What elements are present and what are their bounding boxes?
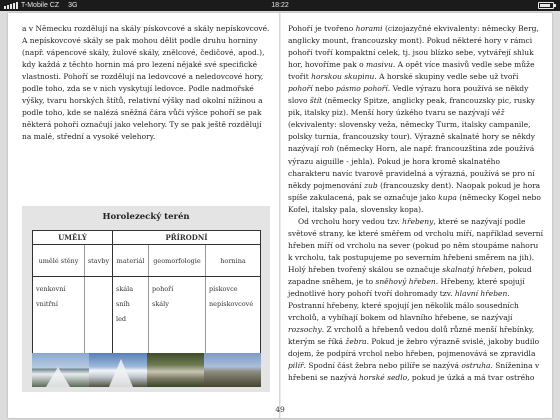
text-run: nebo bbox=[312, 84, 337, 94]
table-cell: vnitřní bbox=[36, 300, 58, 308]
text-run: (francouzsky dent). Naopak pokud je hora spíše zakulacená, pak se označuje jako bbox=[288, 180, 541, 202]
term: sněhový hřeben bbox=[375, 276, 436, 286]
table-cell-column bbox=[85, 277, 113, 353]
column-header: umělé stěny bbox=[33, 245, 85, 276]
table-cell: pískovce bbox=[209, 285, 238, 293]
table-column-header bbox=[33, 245, 260, 277]
text-run: (ekvivalenty: slovensky veža, německy Turm, italsky campanile, polsky turnia, francouzsky tour). Výrazně skalnaté hory se někdy nazývají bbox=[288, 120, 535, 154]
text-run: Pohoří je tvořeno bbox=[288, 24, 356, 33]
text-run: (německy Spitze, anglicky peak, francouzsky pic, rusky pik, italsky piz). Menší hory úzkého tvaru se nazývají bbox=[288, 96, 535, 118]
left-paragraph: a v Německu rozdělují na skály pískovcové a skály nepískovcové. A nepískovcové skály se pak mohou dělit podle druhu horniny (např. vápencové skály, žulové skály, znělcové, čedičové, apod.), kdy každá z těchto hornin má pro lezení nějaké své specifické vlastnosti. Pohoří se rozdělují na ledovcové a neledovcové hory, podle toho, zda se v nich vyskytují ledovce. Podle nadmořské výšky, tvaru horských štítů, relativní výšky nad okolní nížinou a podle toho, kde se nalézá sněžná čára vůči výšce pohoří se pak některá pohoří označují jako velehory. Ty se pak ještě rozdělují na malé, střední a vysoké velehory. bbox=[22, 24, 270, 142]
column-header: hornina bbox=[220, 256, 246, 265]
table-cell: led bbox=[116, 315, 127, 323]
table-cell: venkovní bbox=[36, 285, 66, 293]
right-paragraph-1 bbox=[288, 23, 544, 216]
photo-snow-peaks bbox=[89, 353, 146, 387]
text-run: . Pokud je žebro výrazně svislé, jakoby budilo dojem, že podpírá vrchol nebo hřeben, pojmenovává se zpravidla bbox=[288, 337, 540, 359]
term: kupa bbox=[438, 192, 457, 202]
text-run: . Sníženina v hřebeni se nazývá bbox=[288, 361, 540, 383]
term: pilíř bbox=[288, 361, 304, 371]
text-run: . Hřebeny, které spojují jednotlivé hory pohoří tvoří dohromady tzv. bbox=[288, 276, 525, 299]
table-cell: nepískovcové bbox=[209, 300, 254, 308]
infobox-title: Horolezecký terén bbox=[102, 212, 190, 222]
right-column bbox=[288, 23, 544, 384]
text-run: , které se nazývají podle světové strany, ke které směřem od vrcholu míří, například severní hřeben míří od vrcholu na sever (pokud po něm stoupáme nahoru k vrcholu, tak postupujeme po severním hřebeni směrem na jih). Holý hřeben tvořený skálou se označuje bbox=[288, 216, 543, 274]
text-run: . A opět více masivů vedle sebe může tvořit bbox=[288, 60, 535, 82]
text-run: (německy Horn, ale např. francouzština zde používá výrazu aiguille - jehla). Pokud je hora kromě skalnatého charakteru navíc tvarově pravidelná a výrazná, používá se pro ní někdy pojmenování bbox=[288, 144, 535, 190]
peak-shape bbox=[109, 359, 133, 387]
terrain-infobox bbox=[22, 206, 270, 392]
term: horskou skupinu bbox=[311, 72, 375, 82]
battery-icon bbox=[538, 2, 554, 9]
text-run: , pokud je úzká a má tvar ostrého bbox=[407, 373, 535, 383]
term: štít bbox=[309, 96, 323, 106]
text-run: . Vedle výrazu hora používá se někdy slovo bbox=[288, 84, 529, 106]
text-run: Od vrcholu hory vedou tzv. bbox=[298, 216, 403, 226]
term: hřebeny bbox=[402, 216, 434, 226]
terrain-table bbox=[32, 230, 261, 354]
text-run: . Postranní hřebeny, které spojují jen několik málo sousedních vrcholů, a vybíhají bokem od hlavního hřebene, se nazývají bbox=[288, 289, 519, 323]
status-bar bbox=[0, 0, 560, 11]
column-header: materiál bbox=[113, 245, 149, 276]
term: pásmo pohoří bbox=[336, 84, 388, 94]
page-number: 49 bbox=[275, 405, 285, 414]
carrier-label: T-Mobile CZ bbox=[21, 2, 60, 9]
term: horami bbox=[355, 24, 383, 33]
term: roh bbox=[321, 144, 335, 154]
text-run: . A horské skupiny vedle sebe už tvoří bbox=[374, 72, 519, 82]
term: ostruha bbox=[461, 361, 491, 371]
term: věž bbox=[491, 108, 505, 118]
group-artificial: UMĚLÝ bbox=[33, 231, 113, 244]
book-page[interactable] bbox=[8, 13, 552, 418]
network-label: 3G bbox=[68, 2, 78, 9]
table-cell-column bbox=[206, 277, 260, 353]
term: rozsochy bbox=[288, 325, 322, 335]
left-column bbox=[22, 23, 272, 143]
text-run: (německy Kogel nebo Kofel, italsky pala, slovensky kopa). bbox=[288, 192, 541, 214]
page-gutter bbox=[279, 13, 281, 418]
photo-cliff bbox=[32, 353, 89, 387]
column-header: stavby bbox=[85, 245, 113, 276]
text-run: , pokud zapadne sněhem, je to bbox=[288, 264, 532, 286]
table-cell-column bbox=[33, 277, 85, 353]
battery-fill bbox=[540, 4, 550, 7]
column-header: geomorfologie bbox=[149, 245, 206, 276]
right-paragraph-2 bbox=[288, 216, 544, 385]
term: skalnatý hřeben bbox=[442, 264, 504, 274]
term: masivu bbox=[366, 60, 393, 70]
photo-rock-tower bbox=[204, 353, 261, 387]
term: pohoří bbox=[288, 84, 313, 94]
photo-rock-formations bbox=[147, 353, 204, 387]
terrain-photos bbox=[32, 353, 261, 387]
peak-shape bbox=[46, 367, 70, 387]
table-cell-column bbox=[149, 277, 206, 353]
table-cell: sníh bbox=[116, 300, 130, 308]
text-run: (cizojazyčné ekvivalenty: německy Berg, anglicky mount, francouzsky mont). Pokud některé hory v rámci pohoří tvoří kompaktní celek, tj. jsou blízko sebe, vytvářejí shluk hor, hovoříme pak o bbox=[288, 24, 539, 70]
table-cell-column bbox=[113, 277, 149, 353]
table-group-header bbox=[33, 231, 260, 245]
term: žebra bbox=[345, 337, 367, 347]
table-body bbox=[33, 277, 260, 353]
term: hlavní hřeben bbox=[454, 289, 508, 299]
clock: 18:22 bbox=[271, 2, 289, 9]
text-run: . Z vrcholů a hřebenů vedou dolů různé menší hřebínky, kterým se říká bbox=[288, 325, 535, 347]
term: zub bbox=[364, 180, 378, 190]
group-natural: PŘÍRODNÍ bbox=[165, 233, 208, 242]
table-cell: skály bbox=[152, 300, 169, 308]
text-run: . Spodní část žebra nebo pilíře se nazývá bbox=[303, 361, 462, 371]
table-cell: skála bbox=[116, 285, 134, 293]
table-cell: pohoří bbox=[152, 285, 174, 293]
term: horské sedlo bbox=[358, 373, 408, 383]
